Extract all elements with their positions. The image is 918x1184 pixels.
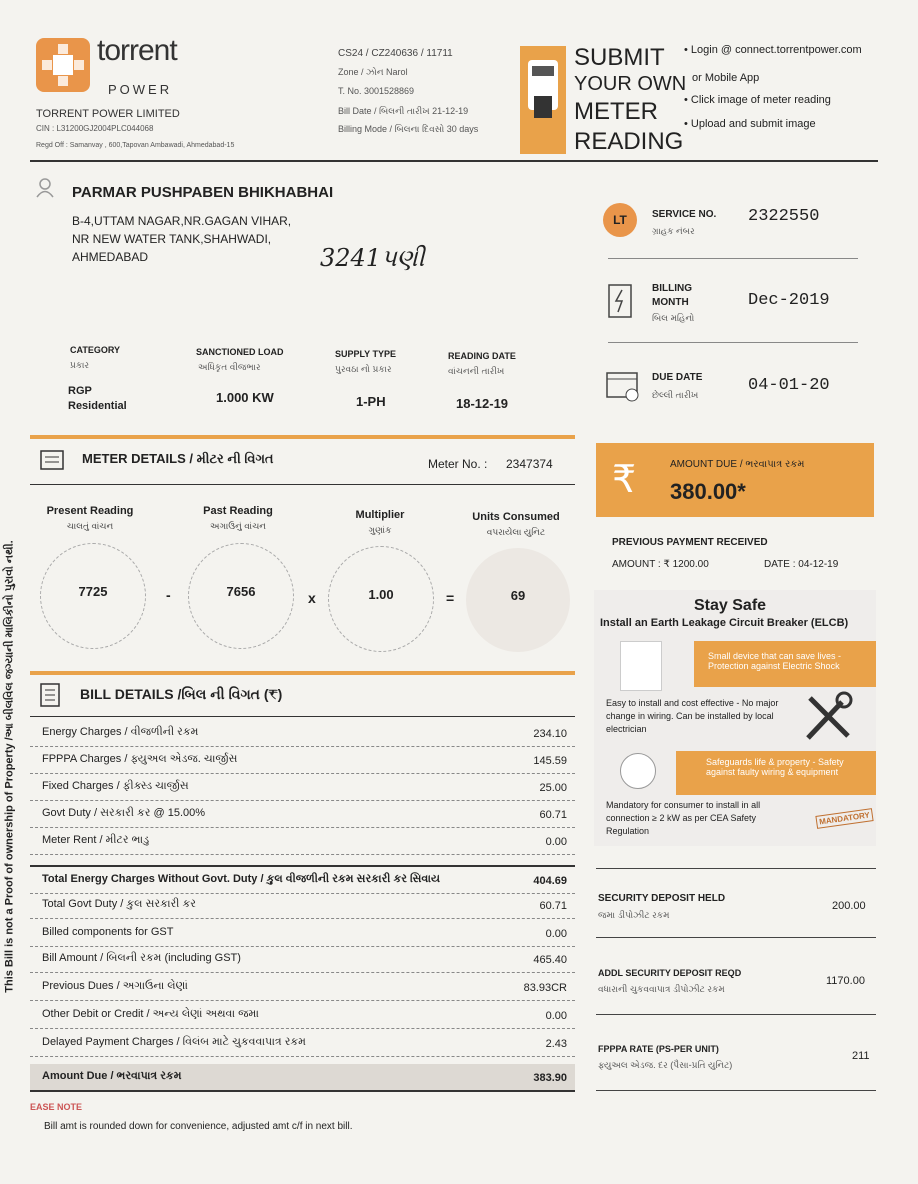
bill-row-label: Total Energy Charges Without Govt. Duty / કુલ વીજળીની રકમ સરકારી કર સિવાય <box>42 873 440 885</box>
reading-date-value: 18-12-19 <box>456 396 509 411</box>
bill-row <box>30 946 575 973</box>
bill-row-value: 60.71 <box>539 900 567 912</box>
bill-row-label: Other Debit or Credit / અન્ય લેણાં અથવા જમા <box>42 1008 260 1020</box>
past-reading: 7656 <box>226 584 256 599</box>
stay-safe-title: Stay Safe <box>694 597 767 614</box>
present-reading-circle <box>40 543 146 649</box>
stay-safe-subtitle: Install an Earth Leakage Circuit Breaker (ELCB) <box>600 617 849 629</box>
bill-row-value: 0.00 <box>545 928 567 940</box>
bill-row-value: 60.71 <box>539 809 567 821</box>
due-date-value: 04-01-20 <box>748 376 830 395</box>
company-logo <box>36 38 90 92</box>
bill-row-value: 404.69 <box>533 875 567 887</box>
load-heading: SANCTIONED LOAD <box>196 347 284 357</box>
meta-tno: T. No. 3001528869 <box>338 86 415 96</box>
submit-bullet-3: • Click image of meter reading <box>684 94 831 106</box>
sd-label-gu: જમા ડીપોઝીટ રકમ <box>598 910 670 920</box>
meta-bill-date: Bill Date / બિલની તારીખ 21-12-19 <box>338 106 469 116</box>
meta-zone: Zone / ઝોન Narol <box>338 67 408 77</box>
op-equals: = <box>446 590 455 606</box>
service-number: 2322550 <box>748 207 820 226</box>
customer-address-3: AHMEDABAD <box>72 250 149 264</box>
tools-icon <box>802 690 856 749</box>
safe-text-2: Mandatory for consumer to install in all connection ≥ 2 kW as per CEA Safety Regulation <box>606 800 761 836</box>
handwritten-note: 3241પણી <box>320 244 425 272</box>
amount-due-label: AMOUNT DUE / ભરવાપાત્ર રકમ <box>670 459 805 470</box>
bill-row-label: Meter Rent / મીટર ભાડુ <box>42 834 150 846</box>
calendar-icon <box>606 370 640 407</box>
bill-row <box>30 892 575 919</box>
present-heading-gu: ચાલતું વાંચન <box>66 521 114 531</box>
elcb-safety-icon <box>620 753 656 789</box>
op-multiply: x <box>308 590 316 606</box>
submit-bullet-1[interactable]: • Login @ connect.torrentpower.com <box>684 44 862 56</box>
meter-details-title: METER DETAILS / મીટર ની વિગત <box>82 451 274 466</box>
brand-name: torrent <box>97 34 177 67</box>
submit-line2: YOUR OWN <box>574 73 687 95</box>
category-value-2: Residential <box>68 400 127 412</box>
bill-row <box>30 1064 575 1092</box>
bill-row-label: Fixed Charges / ફીક્સ્ડ ચાર્જીસ <box>42 780 189 792</box>
bill-row-label: Previous Dues / અગાઉના લેણાં <box>42 980 188 992</box>
bill-icon <box>40 683 60 712</box>
bill-row <box>30 1002 575 1029</box>
asd-label: ADDL SECURITY DEPOSIT REQD <box>598 968 742 978</box>
fpppa-rate-label: FPPPA RATE (PS-PER UNIT) <box>598 1044 719 1054</box>
bill-row-value: 383.90 <box>533 1072 567 1084</box>
asd-value: 1170.00 <box>826 975 865 987</box>
load-value: 1.000 KW <box>216 390 274 405</box>
bill-row-label: Billed components for GST <box>42 926 174 938</box>
category-heading: CATEGORY <box>70 345 121 355</box>
supply-heading-gu: પુરવઠા નો પ્રકાર <box>335 364 392 374</box>
rupee-icon: ₹ <box>612 459 637 501</box>
meter-section-bar <box>30 435 575 439</box>
reading-date-heading: READING DATE <box>448 351 516 361</box>
multiplier-heading: Multiplier <box>355 509 405 521</box>
billing-month-label-gu: બિલ મહિનો <box>652 313 695 323</box>
bill-row <box>30 801 575 828</box>
submit-bullet-2: or Mobile App <box>692 72 760 84</box>
bill-row <box>30 828 575 855</box>
bill-row <box>30 920 575 947</box>
past-heading-gu: અગાઉનું વાંચન <box>210 521 266 531</box>
company-legal-name: TORRENT POWER LIMITED <box>36 108 180 120</box>
meter-no: 2347374 <box>506 457 553 471</box>
units-heading: Units Consumed <box>472 511 560 523</box>
meta-billing-mode: Billing Mode / બિલના દિવસો 30 days <box>338 124 479 134</box>
asd-label-gu: વધારાની ચુકવવાપાત્ર ડીપોઝીટ રકમ <box>598 984 725 994</box>
load-heading-gu: અધિકૃત વીજભાર <box>198 362 261 372</box>
bill-section-bar <box>30 671 575 675</box>
units-circle <box>466 548 570 652</box>
customer-address-2: NR NEW WATER TANK,SHAHWADI, <box>72 232 272 246</box>
sd-label: SECURITY DEPOSIT HELD <box>598 893 726 904</box>
multiplier-circle <box>328 546 434 652</box>
units-consumed: 69 <box>510 588 526 603</box>
safe-orange-2: Safeguards life & property - Safety against faulty wiring & equipment <box>676 751 876 795</box>
prev-payment-amount: AMOUNT : ₹ 1200.00 <box>612 559 709 570</box>
present-reading: 7725 <box>78 584 108 599</box>
multiplier: 1.00 <box>368 587 394 602</box>
submit-bullet-4: • Upload and submit image <box>684 118 816 130</box>
submit-line4: READING <box>574 128 684 155</box>
bill-row-label: Delayed Payment Charges / વિલંબ માટે ચુકવવાપાત્ર રકમ <box>42 1036 306 1048</box>
op-minus: - <box>166 587 171 603</box>
note-text: Bill amt is rounded down for convenience, adjusted amt c/f in next bill. <box>44 1121 353 1132</box>
multiplier-heading-gu: ગુણાંક <box>368 525 392 535</box>
bill-row-value: 234.10 <box>533 728 567 740</box>
user-icon <box>36 178 54 203</box>
category-value-1: RGP <box>68 385 92 397</box>
mandatory-stamp: MANDATORY <box>815 808 873 829</box>
elcb-device-icon <box>620 641 662 691</box>
bill-row-label: Energy Charges / વીજળીની રકમ <box>42 726 199 738</box>
prev-payment-date: DATE : 04-12-19 <box>764 559 839 570</box>
reading-date-heading-gu: વાંચનની તારીખ <box>448 366 505 376</box>
customer-address-1: B-4,UTTAM NAGAR,NR.GAGAN VIHAR, <box>72 214 292 228</box>
amount-due-box <box>596 443 874 517</box>
billing-month-label2: MONTH <box>652 297 689 308</box>
bill-row-label: Total Govt Duty / કુલ સરકારી કર <box>42 898 196 910</box>
safe-orange-1: Small device that can save lives - Protection against Electric Shock <box>694 641 876 687</box>
company-cin: CIN : L31200GJ2004PLC044068 <box>36 124 154 133</box>
billing-month-value: Dec-2019 <box>748 291 830 310</box>
bill-row-value: 0.00 <box>545 836 567 848</box>
due-date-label: DUE DATE <box>652 372 703 383</box>
due-date-label-gu: છેલ્લી તારીખ <box>652 390 699 400</box>
service-label: SERVICE NO. <box>652 209 717 220</box>
safe-text-1: Easy to install and cost effective - No major change in wiring. Can be installed by local electrician <box>606 698 779 734</box>
bill-details-title: BILL DETAILS /બિલ ની વિગત (₹) <box>80 686 283 702</box>
bill-row-label: Amount Due / ભરવાપાત્ર રકમ <box>42 1070 182 1082</box>
bill-row-label: Govt Duty / સરકારી કર @ 15.00% <box>42 807 206 819</box>
bill-row-value: 2.43 <box>545 1038 567 1050</box>
ownership-disclaimer: This Bill is not a Proof of ownership of Property /આ બીલવિલ જગ્યાની માલિકીનો પુરાવો નથી. <box>3 540 16 993</box>
customer-name: PARMAR PUSHPABEN BHIKHABHAI <box>72 184 334 201</box>
sd-value: 200.00 <box>832 900 866 912</box>
bill-row <box>30 974 575 1001</box>
amount-due-value: 380.00* <box>670 479 746 504</box>
company-regd: Regd Off : Samanvay , 600,Tapovan Ambawadi, Ahmedabad-15 <box>36 142 235 149</box>
bill-row <box>30 747 575 774</box>
submit-line3: METER <box>574 98 658 125</box>
bill-row <box>30 1030 575 1057</box>
bill-row-value: 83.93CR <box>523 982 567 994</box>
fpppa-rate-label-gu: ફ્યુઅલ એડજ. દર (પૈસા-પ્રતિ યુનિટ) <box>598 1060 733 1070</box>
note-title: EASE NOTE <box>30 1102 83 1112</box>
fpppa-rate-value: 211 <box>852 1050 870 1062</box>
submit-line1: SUBMIT <box>574 44 665 71</box>
bill-row-value: 25.00 <box>539 782 567 794</box>
bill-row <box>30 774 575 801</box>
bill-row-label: Bill Amount / બિલની રકમ (including GST) <box>42 952 241 964</box>
bill-row <box>30 720 575 747</box>
supply-value: 1-PH <box>356 394 386 409</box>
lt-badge: LT <box>603 203 637 237</box>
meter-no-label: Meter No. : <box>428 457 488 471</box>
meta-code: CS24 / CZ240636 / 11711 <box>338 48 453 59</box>
brand-power: POWER <box>108 82 173 97</box>
billing-month-label: BILLING <box>652 283 692 294</box>
logo-mark-icon <box>36 38 90 92</box>
bill-row <box>30 865 575 894</box>
past-reading-circle <box>188 543 294 649</box>
billing-month-icon <box>608 284 632 323</box>
present-heading: Present Reading <box>46 505 134 517</box>
bill-row-value: 465.40 <box>533 954 567 966</box>
service-label-gu: ગ્રાહક નંબર <box>652 226 695 236</box>
units-heading-gu: વપરાયેલા યુનિટ <box>486 527 546 537</box>
bill-row-value: 0.00 <box>545 1010 567 1022</box>
meter-phone-icon <box>520 46 566 154</box>
past-heading: Past Reading <box>203 505 273 517</box>
bill-row-label: FPPPA Charges / ફ્યુઅલ એડજ. ચાર્જીસ <box>42 753 238 765</box>
supply-heading: SUPPLY TYPE <box>335 349 397 359</box>
prev-payment-title: PREVIOUS PAYMENT RECEIVED <box>612 537 768 548</box>
category-heading-gu: પ્રકાર <box>70 360 90 370</box>
meter-icon <box>40 450 64 475</box>
bill-row-value: 145.59 <box>533 755 567 767</box>
